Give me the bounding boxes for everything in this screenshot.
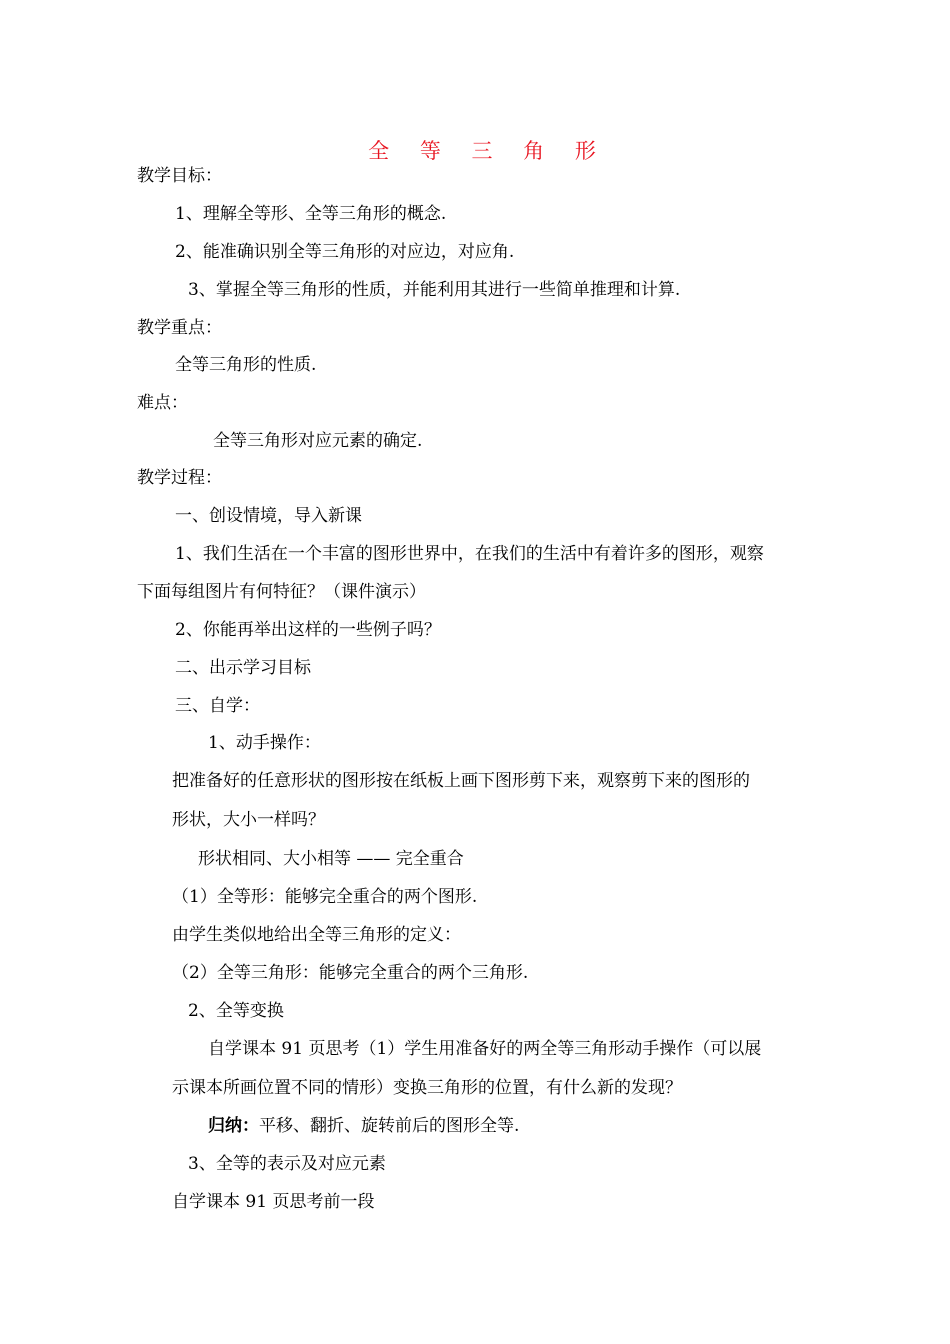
self-study-2-text-line-1: 自学课本 91 页思考（1）学生用准备好的两全等三角形动手操作（可以展: [208, 1039, 762, 1059]
self-study-1-text-line-2: 形状，大小一样吗？: [172, 810, 325, 830]
step-2-heading: 二、出示学习目标: [175, 658, 311, 678]
summary: [208, 1115, 519, 1137]
summary-text: 平移、翻折、旋转前后的图形全等.: [259, 1116, 520, 1136]
process-heading: 教学过程：: [137, 468, 222, 488]
self-study-1-heading: 1、动手操作：: [208, 733, 321, 753]
step-1-item-1-line-1: 1、我们生活在一个丰富的图形世界中，在我们的生活中有着许多的图形，观察: [175, 544, 764, 564]
difficulty-heading: 难点：: [137, 393, 188, 413]
document-title: 全 等 三 角 形: [368, 139, 608, 163]
goal-3: 3、掌握全等三角形的性质，并能利用其进行一些简单推理和计算.: [188, 280, 681, 300]
summary-label: 归纳：: [208, 1116, 259, 1136]
self-study-3-heading: 3、全等的表示及对应元素: [188, 1154, 386, 1174]
goal-1: 1、理解全等形、全等三角形的概念.: [175, 204, 447, 224]
step-3-heading: 三、自学：: [175, 696, 260, 716]
difficulty-point: 全等三角形对应元素的确定.: [213, 431, 423, 451]
step-1-item-1-line-2: 下面每组图片有何特征？（课件演示）: [137, 582, 426, 602]
self-study-2-text-line-2: 示课本所画位置不同的情形）变换三角形的位置，有什么新的发现？: [172, 1078, 682, 1098]
step-1-item-2: 2、你能再举出这样的一些例子吗？: [175, 620, 441, 640]
definition-1: （1）全等形：能够完全重合的两个图形.: [172, 887, 478, 907]
goals-heading: 教学目标：: [137, 166, 222, 186]
goal-2: 2、能准确识别全等三角形的对应边，对应角.: [175, 242, 515, 262]
key-heading: 教学重点：: [137, 318, 222, 338]
self-study-1-text-line-1: 把准备好的任意形状的图形按在纸板上画下图形剪下来，观察剪下来的图形的: [172, 771, 750, 791]
self-study-2-heading: 2、全等变换: [188, 1001, 284, 1021]
definition-2: （2）全等三角形：能够完全重合的两个三角形.: [172, 963, 529, 983]
step-1-heading: 一、创设情境，导入新课: [175, 506, 362, 526]
self-study-1-result: 形状相同、大小相等 —— 完全重合: [198, 849, 464, 869]
definition-intro: 由学生类似地给出全等三角形的定义：: [172, 925, 461, 945]
self-study-3-text: 自学课本 91 页思考前一段: [172, 1192, 375, 1212]
key-point: 全等三角形的性质.: [175, 355, 317, 375]
